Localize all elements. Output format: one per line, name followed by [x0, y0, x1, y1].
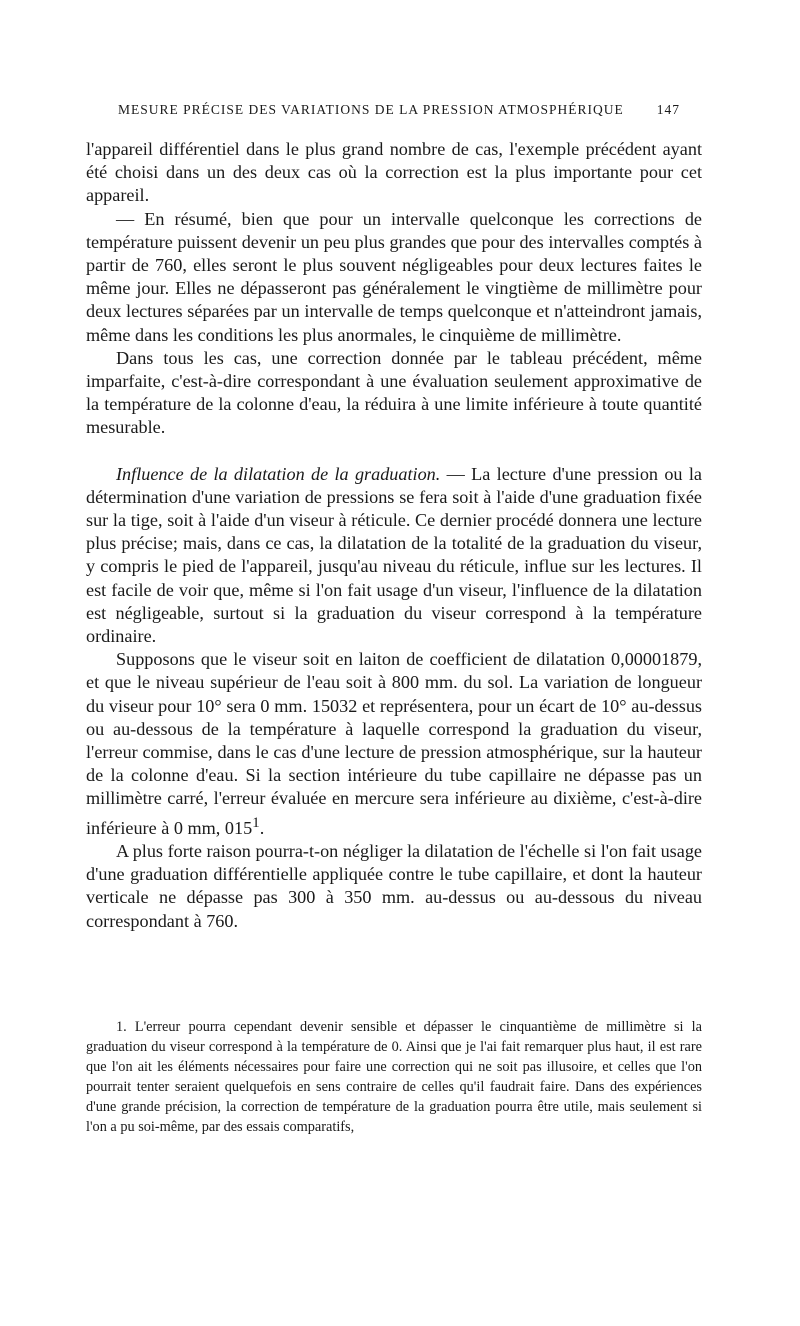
paragraph-supposition [86, 648, 702, 840]
running-header [118, 102, 680, 118]
main-text [86, 138, 702, 933]
paragraph-correction: Dans tous les cas, une correction donnée par le tableau précédent, même imparfaite, c'est-à-dire correspondant à une évaluation seulement approximative de la température de la colonne d'eau, la réduira à une limite inférieure à toute quantité mesurable. [86, 347, 702, 438]
paragraph-graduation-text: — La lecture d'une pression ou la détermination d'une variation de pressions se fera soit à l'aide d'une graduation fixée sur la tige, soit à l'aide d'un viseur à réticule. Ce dernier procédé donnera une lecture plus précise; mais, dans ce cas, la dilatation de la totalité de la graduation du viseur, y compris le pied de l'appareil, jusqu'au niveau du réticule, influe sur les lectures. Il est facile de voir que, même si l'on fait usage d'un viseur, l'influence de la dilatation est négligeable, surtout si la graduation du viseur correspond à la température ordinaire. [86, 463, 702, 647]
paragraph-graduation-influence [86, 463, 702, 649]
paragraph-summary: — En résumé, bien que pour un intervalle quelconque les corrections de température puissent devenir un peu plus grandes que pour des intervalles comptés à partir de 760, elles seront le plus souvent négligeables pour deux lectures faites le même jour. Elles ne dépasseront pas généralement le vingtième de millimètre pour deux lectures séparées par un intervalle de temps quelconque et n'atteindront jamais, même dans les conditions les plus anormales, le cinquième de millimètre. [86, 208, 702, 345]
footnote-1: 1. L'erreur pourra cependant devenir sensible et dépasser le cinquantième de millimètre si la graduation du viseur correspond à la température de 0. Ainsi que je l'ai fait remarquer plus haut, il est rare que l'on ait les éléments nécessaires pour faire une correction qui ne soit pas illusoire, et celles que l'on pourrait tenter seraient quelquefois en sens contraire de celles qu'il faudrait faire. Dans des expériences d'une grande précision, la correction de température de la graduation pourra être utile, mais seulement si l'on a pu soi-même, par des essais comparatifs, [86, 1019, 702, 1135]
page-number: 147 [656, 102, 680, 117]
running-title: MESURE PRÉCISE DES VARIATIONS DE LA PRESSION ATMOSPHÉRIQUE [118, 102, 624, 117]
paragraph-scale-dilatation: A plus forte raison pourra-t-on négliger la dilatation de l'échelle si l'on fait usage d'une graduation différentielle appliquée contre le tube capillaire, et dont la hauteur verticale ne dépasse pas 300 à 350 mm. au-dessus ou au-dessous du niveau correspondant à 760. [86, 840, 702, 931]
paragraph-supposition-text: Supposons que le viseur soit en laiton de coefficient de dilatation 0,00001879, et que le niveau supérieur de l'eau soit à 800 mm. du sol. La variation de longueur du viseur pour 10° sera 0 mm. 15032 et représentera, pour un écart de 10° au-dessus ou au-dessous de la température à laquelle correspond la graduation du viseur, l'erreur commise, dans le cas d'une lecture de pression atmosphérique, sur la hauteur de la colonne d'eau. Si la section intérieure du tube capillaire ne dépasse pas un millimètre carré, l'erreur évaluée en mercure sera inférieure au dixième, c'est-à-dire inférieure à 0 mm, 015 [86, 649, 702, 838]
section-heading: Influence de la dilatation de la graduation. [116, 463, 441, 484]
paragraph-supposition-end: . [259, 817, 265, 838]
footnotes [86, 1018, 702, 1137]
footnote-reference: 1 [252, 813, 260, 831]
paragraph-continuation: l'appareil différentiel dans le plus grand nombre de cas, l'exemple précédent ayant été choisi dans un des deux cas où la correction est la plus importante pour cet appareil. [86, 139, 702, 206]
